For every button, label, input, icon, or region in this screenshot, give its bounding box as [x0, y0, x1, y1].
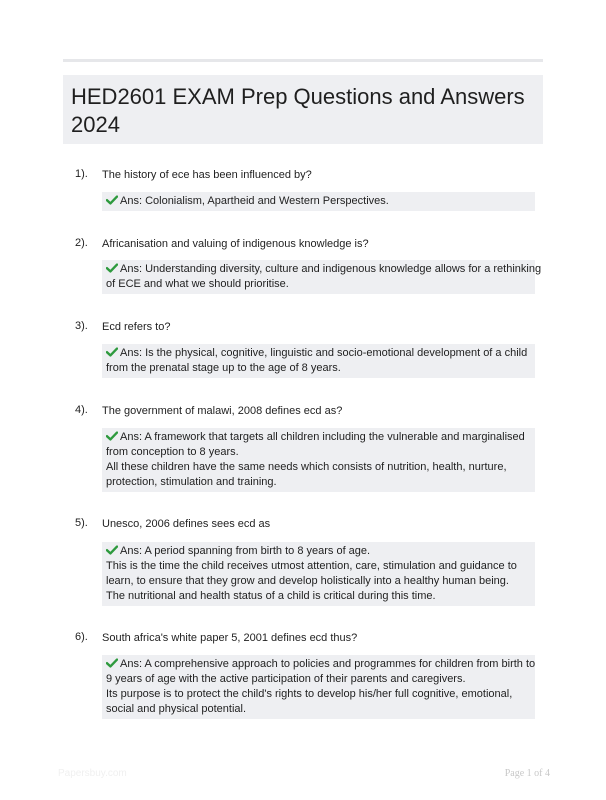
question-number: 3).: [75, 320, 88, 332]
title-banner: [63, 75, 543, 144]
question-number: 5).: [75, 517, 88, 529]
answer-box: [102, 344, 535, 378]
top-divider: [63, 59, 543, 62]
question-text: The government of malawi, 2008 defines ecd as?: [102, 405, 343, 417]
answer-box: [102, 428, 535, 492]
answer-line: All these children have the same needs which consists of nutrition, health, nurture,: [106, 461, 507, 473]
answer-box: [102, 260, 542, 294]
page-title: HED2601 EXAM Prep Questions and Answers 2024: [71, 84, 525, 137]
question-number: 2).: [75, 237, 88, 249]
question-text: Africanisation and valuing of indigenous knowledge is?: [102, 238, 369, 250]
answer-box: [102, 192, 535, 211]
page-number: Page 1 of 4: [504, 768, 550, 779]
answer-line: from conception to 8 years.: [106, 446, 239, 458]
checkmark-icon: [106, 658, 118, 668]
checkmark-icon: [106, 545, 118, 555]
question-text: Unesco, 2006 defines sees ecd as: [102, 518, 271, 530]
answer-line: Ans: A period spanning from birth to 8 years of age.: [106, 544, 531, 559]
checkmark-icon: [106, 431, 118, 441]
question-text: The history of ece has been influenced by?: [102, 169, 312, 181]
answer-line: Ans: Colonialism, Apartheid and Western Perspectives.: [106, 194, 531, 209]
checkmark-icon: [106, 263, 118, 273]
answer-line: Ans: Understanding diversity, culture and indigenous knowledge allows for a rethinking: [106, 262, 531, 277]
question-number: 6).: [75, 631, 88, 643]
answer-line: from the prenatal stage up to the age of 8 years.: [106, 362, 341, 374]
question-text: South africa's white paper 5, 2001 defines ecd thus?: [102, 632, 358, 644]
question-text: Ecd refers to?: [102, 321, 171, 333]
answer-line: Its purpose is to protect the child's rights to develop his/her full cognitive, emotional,: [106, 688, 513, 700]
answer-line: of ECE and what we should prioritise.: [106, 278, 289, 290]
checkmark-icon: [106, 195, 118, 205]
answer-line: Ans: A framework that targets all children including the vulnerable and marginalised: [106, 430, 531, 445]
answer-line: Ans: Is the physical, cognitive, linguistic and socio-emotional development of a child: [106, 346, 531, 361]
answer-box: [102, 542, 535, 606]
answer-line: Ans: A comprehensive approach to policies and programmes for children from birth to: [106, 657, 531, 672]
answer-line: protection, stimulation and training.: [106, 476, 277, 488]
footer-watermark: Papersbuy.com: [58, 768, 127, 779]
question-number: 4).: [75, 404, 88, 416]
answer-line: 9 years of age with the active participation of their parents and caregivers.: [106, 673, 466, 685]
answer-line: social and physical potential.: [106, 703, 247, 715]
answer-line: The nutritional and health status of a child is critical during this time.: [106, 590, 436, 602]
answer-line: This is the time the child receives utmost attention, care, stimulation and guidance to: [106, 560, 517, 572]
answer-line: learn, to ensure that they grow and develop holistically into a healthy human being.: [106, 575, 509, 587]
checkmark-icon: [106, 347, 118, 357]
question-number: 1).: [75, 168, 88, 180]
answer-box: [102, 655, 535, 719]
